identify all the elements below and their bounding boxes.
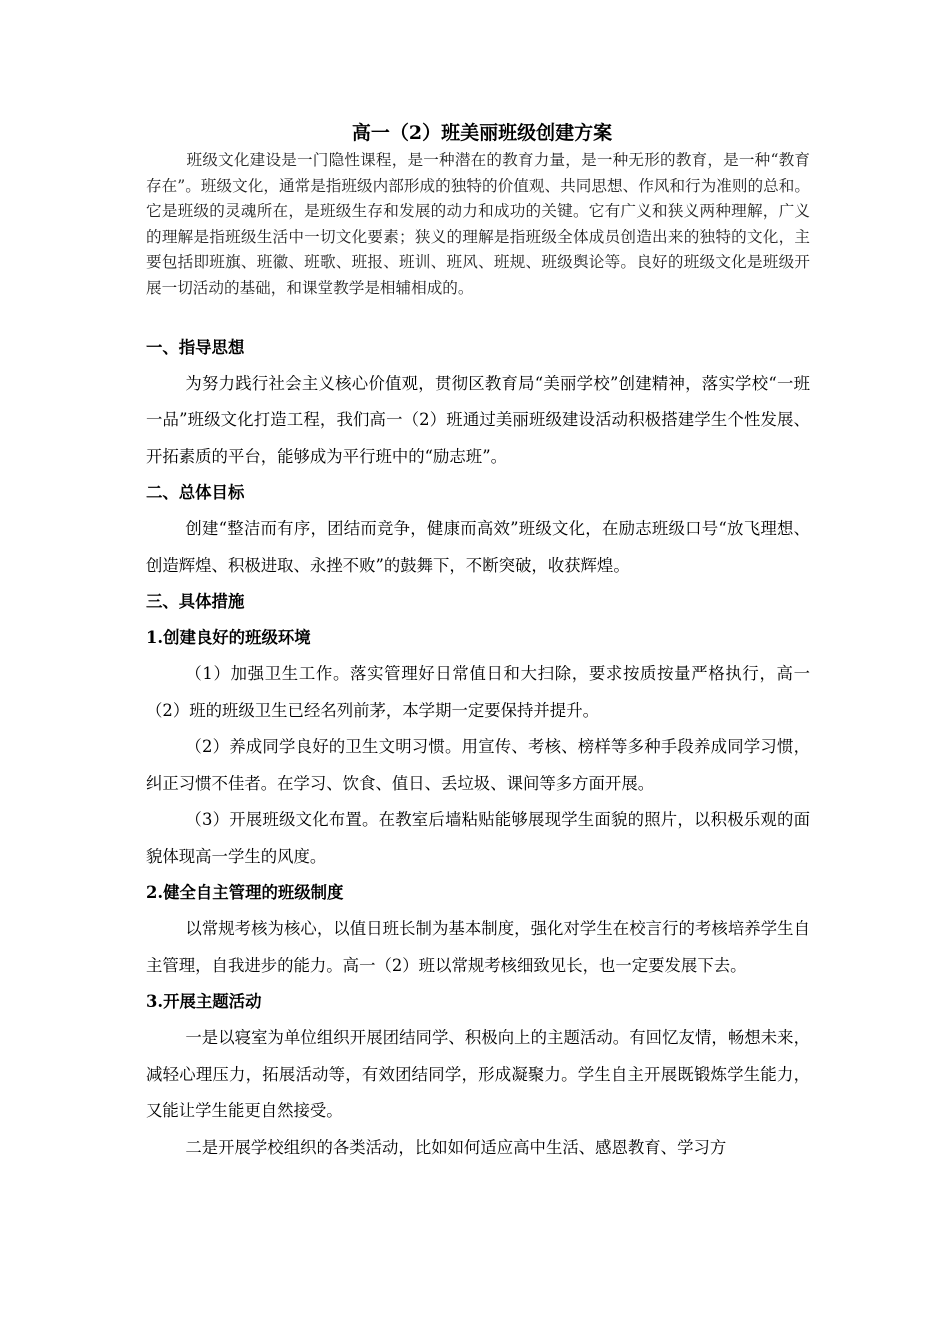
intro-paragraph: 班级文化建设是一门隐性课程，是一种潜在的教育力量，是一种无形的教育，是一种“教育存在”。班级文化，通常是指班级内部形成的独特的价值观、共同思想、作风和行为准则的总和。它是班级的灵魂所在，是班级生存和发展的动力和成功的关键。它有广义和狭义两种理解，广义的理解是指班级生活中一切文化要素；狭义的理解是指班级全体成员创造出来的独特的文化，主要包括即班旗、班徽、班歌、班报、班训、班风、班规、班级舆论等。良好的班级文化是班级开展一切活动的基础，和课堂教学是相辅相成的。 <box>146 151 810 297</box>
subsection-heading-theme-activities: 3.开展主题活动 <box>146 992 262 1012</box>
document-page <box>146 118 810 1166</box>
paragraph-school-activities: 二是开展学校组织的各类活动，比如如何适应高中生活、感恩教育、学习方 <box>185 1137 727 1157</box>
spacer <box>146 302 810 330</box>
section-paragraph-guiding-thought: 为努力践行社会主义核心价值观，贯彻区教育局“美丽学校”创建精神，落实学校“一班一品”班级文化打造工程，我们高一（2）班通过美丽班级建设活动积极搭建学生个性发展、开拓素质的平台，能够成为平行班中的“励志班”。 <box>146 373 810 466</box>
paragraph-dorm-activities: 一是以寝室为单位组织开展团结同学、积极向上的主题活动。有回忆友情，畅想未来，减轻心理压力，拓展活动等，有效团结同学，形成凝聚力。学生自主开展既锻炼学生能力，又能让学生能更自然接受。 <box>146 1028 810 1121</box>
paragraph-hygiene-habits: （2）养成同学良好的卫生文明习惯。用宣传、考核、榜样等多种手段养成同学习惯，纠正习惯不佳者。在学习、饮食、值日、丢垃圾、课间等多方面开展。 <box>146 737 810 793</box>
section-paragraph-overall-goal: 创建“整洁而有序，团结而竞争，健康而高效”班级文化，在励志班级口号“放飞理想、创造辉煌、积极进取、永挫不败”的鼓舞下，不断突破，收获辉煌。 <box>146 519 810 575</box>
paragraph-routine-assessment: 以常规考核为核心，以值日班长制为基本制度，强化对学生在校言行的考核培养学生自主管理，自我进步的能力。高一（2）班以常规考核细致见长，也一定要发展下去。 <box>146 919 810 975</box>
subsection-heading-environment: 1.创建良好的班级环境 <box>146 628 311 648</box>
section-heading-measures: 三、具体措施 <box>146 592 245 612</box>
section-heading-overall-goal: 二、总体目标 <box>146 483 245 503</box>
document-title: 高一（2）班美丽班级创建方案 <box>351 122 613 144</box>
subsection-heading-self-management: 2.健全自主管理的班级制度 <box>146 883 344 903</box>
paragraph-class-decoration: （3）开展班级文化布置。在教室后墙粘贴能够展现学生面貌的照片，以积极乐观的面貌体现高一学生的风度。 <box>146 810 810 866</box>
section-heading-guiding-thought: 一、指导思想 <box>146 337 245 357</box>
paragraph-hygiene-work: （1）加强卫生工作。落实管理好日常值日和大扫除，要求按质按量严格执行，高一（2）班的班级卫生已经名列前茅，本学期一定要保持并提升。 <box>146 664 810 720</box>
